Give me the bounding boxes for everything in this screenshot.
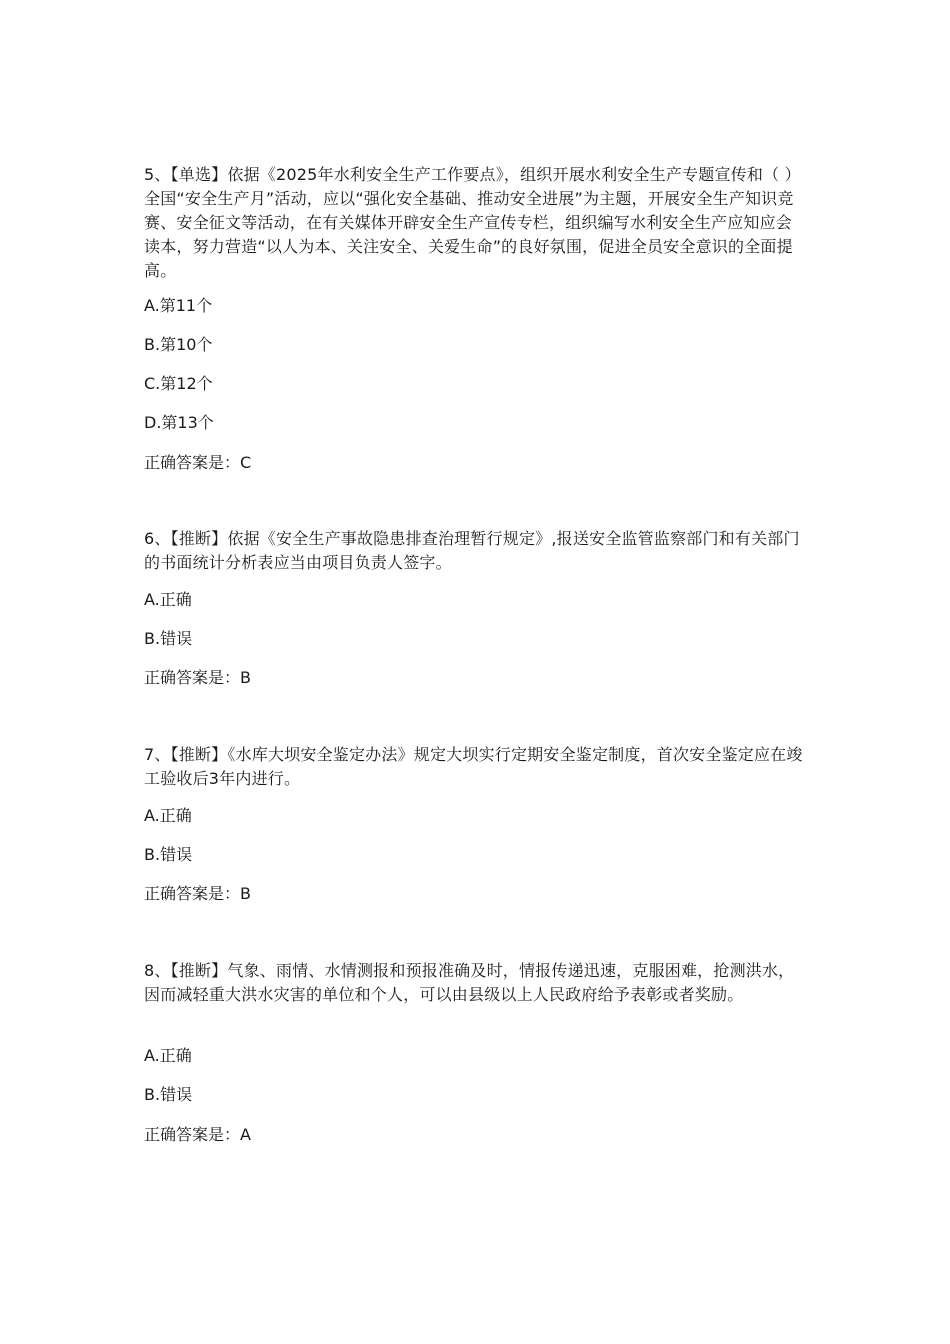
option-a: A.正确: [144, 1046, 192, 1065]
question-stem: 6、【推断】依据《安全生产事故隐患排查治理暂行规定》,报送安全监管监察部门和有关部门的书面统计分析表应当由项目负责人签字。: [144, 529, 800, 572]
question-stem: 8、【推断】气象、雨情、水情测报和预报准确及时，情报传递迅速，克服困难，抢测洪水，因而减轻重大洪水灾害的单位和个人，可以由县级以上人民政府给予表彰或者奖励。: [144, 961, 795, 1004]
option-a: A.正确: [144, 806, 192, 825]
option-a: A.正确: [144, 590, 192, 609]
option-b: B.错误: [144, 1085, 193, 1104]
question-5: [144, 163, 808, 483]
option-a: A.第11个: [144, 296, 213, 315]
correct-answer: 正确答案是：A: [144, 1125, 251, 1144]
option-b: B.错误: [144, 629, 193, 648]
question-7: [144, 743, 808, 913]
option-c: C.第12个: [144, 374, 213, 393]
question-8: [144, 959, 808, 1154]
option-d: D.第13个: [144, 413, 214, 432]
question-6: [144, 527, 808, 697]
option-b: B.第10个: [144, 335, 213, 354]
option-b: B.错误: [144, 845, 193, 864]
question-stem: 7、【推断】《水库大坝安全鉴定办法》规定大坝实行定期安全鉴定制度，首次安全鉴定应在竣工验收后3年内进行。: [144, 745, 803, 788]
correct-answer: 正确答案是：C: [144, 453, 252, 472]
correct-answer: 正确答案是：B: [144, 884, 251, 903]
correct-answer: 正确答案是：B: [144, 668, 251, 687]
question-stem: 5、【单选】依据《2025年水利安全生产工作要点》，组织开展水利安全生产专题宣传和（ ）全国“安全生产月”活动，应以“强化安全基础、推动安全进展”为主题，开展安全生产知识竞赛、安全征文等活动，在有关媒体开辟安全生产宣传专栏，组织编写水利安全生产应知应会读本，努力营造“以人为本、关注安全、关爱生命”的良好氛围，促进全员安全意识的全面提高。: [144, 165, 801, 280]
